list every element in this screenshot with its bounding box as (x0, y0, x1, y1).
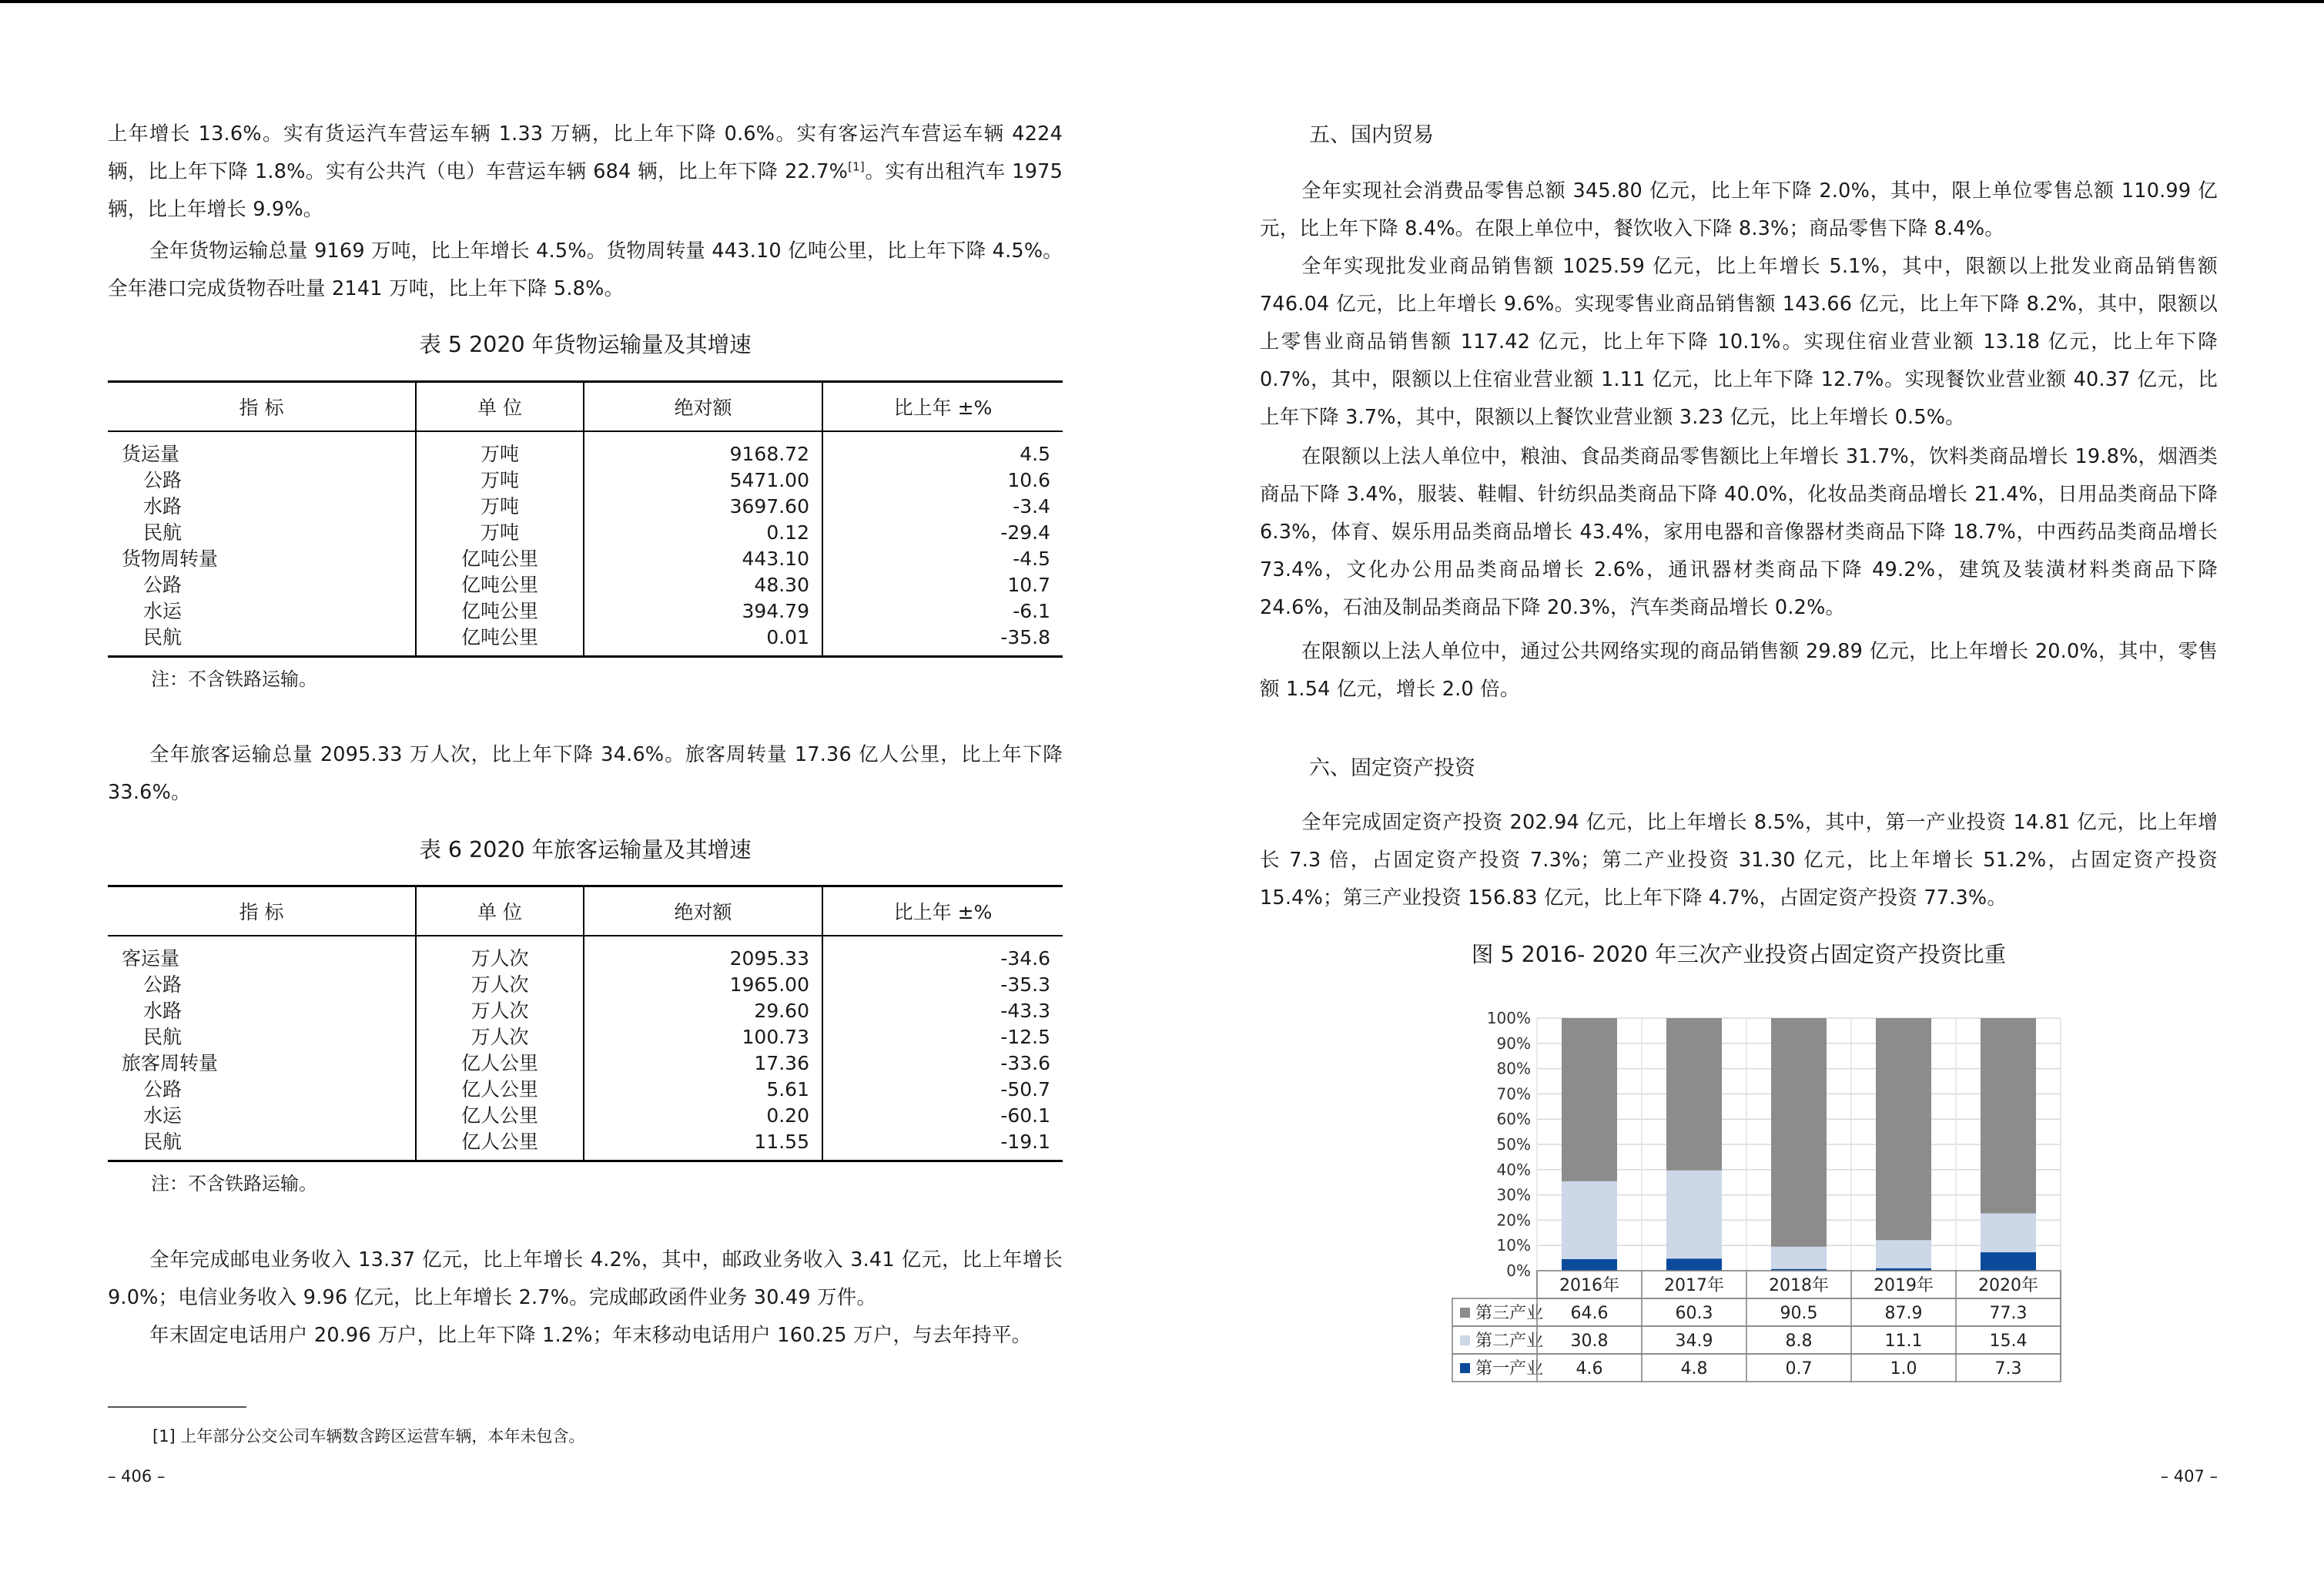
table6-header-unit: 单 位 (416, 886, 584, 936)
chart-bar-第三产业 (1562, 1018, 1617, 1181)
chart-data-label: 4.6 (1576, 1359, 1603, 1379)
chart-y-tick-label: 70% (1496, 1084, 1531, 1104)
table5-note: 注：不含铁路运输。 (151, 668, 317, 690)
chart-bar-第三产业 (1876, 1018, 1931, 1240)
paragraph-passenger: 全年旅客运输总量 2095.33 万人次，比上年下降 34.6%。旅客周转量 17.36 亿人公里，比上年下降 33.6%。 (108, 743, 1063, 804)
cell-value: 2095.33 (584, 936, 822, 972)
table-row (108, 520, 1063, 546)
legend-swatch-第一产业 (1460, 1363, 1470, 1373)
figure5-chart (1429, 1001, 2107, 1402)
cell-change: 10.6 (822, 467, 1063, 494)
cell-unit: 亿吨公里 (416, 546, 584, 572)
chart-x-tick-label: 2016年 (1559, 1276, 1619, 1295)
table5-header-indicator: 指 标 (108, 382, 416, 431)
table5-caption: 表 5 2020 年货物运输量及其增速 (419, 332, 752, 357)
cell-unit: 万人次 (416, 998, 584, 1024)
chart-y-tick-label: 80% (1496, 1059, 1531, 1078)
cell-value: 29.60 (584, 998, 822, 1024)
cell-indicator: 公路 (143, 1077, 183, 1101)
paragraph-vehicles-tail: 。实有出租汽车 1975 辆，比上年增长 9.9%。 (108, 160, 1063, 221)
table-row (108, 467, 1063, 494)
chart-bar-第一产业 (1666, 1258, 1722, 1271)
chart-y-tick-label: 100% (1486, 1009, 1531, 1027)
cell-change: -19.1 (822, 1129, 1063, 1161)
paragraph-vehicles (108, 116, 1063, 229)
cell-value: 5.61 (584, 1077, 822, 1103)
table6-header-change: 比上年 ±% (822, 886, 1063, 936)
footnote-ref[interactable]: [1] (848, 159, 865, 174)
chart-data-label: 0.7 (1785, 1359, 1813, 1379)
chart-data-label: 30.8 (1570, 1332, 1609, 1351)
chart-canvas (1429, 1001, 2107, 1402)
paragraph-vehicles-text: 上年增长 13.6%。实有货运汽车营运车辆 1.33 万辆，比上年下降 0.6%。实有客运汽车营运车辆 4224 辆，比上年下降 1.8%。实有公共汽（电）车营运车辆 684 辆，比上年下降 22.7% (108, 122, 1063, 183)
page-number-right: – 407 – (2160, 1467, 2218, 1486)
chart-data-label: 8.8 (1785, 1332, 1813, 1351)
cell-change: -3.4 (822, 494, 1063, 520)
chart-y-tick-label: 50% (1496, 1135, 1531, 1154)
table6-header-value: 绝对额 (584, 886, 822, 936)
table6-note: 注：不含铁路运输。 (151, 1173, 317, 1194)
chart-bar-第二产业 (1562, 1181, 1617, 1259)
chart-bar-第二产业 (1666, 1171, 1722, 1258)
table6 (108, 885, 1063, 1162)
cell-value: 11.55 (584, 1129, 822, 1161)
cell-change: 4.5 (822, 431, 1063, 467)
cell-value: 5471.00 (584, 467, 822, 494)
chart-x-tick-label: 2017年 (1664, 1276, 1724, 1295)
cell-unit: 亿吨公里 (416, 572, 584, 598)
chart-y-tick-label: 60% (1496, 1110, 1531, 1129)
paragraph-wholesale: 全年实现批发业商品销售额 1025.59 亿元，比上年增长 5.1%，其中，限额以上批发业商品销售额 746.04 亿元，比上年增长 9.6%。实现零售业商品销售额 143.66 亿元，比上年下降 8.2%，其中，限额以上零售业商品销售额 117.42 亿元，比上年下降 10.1%。实现住宿业营业额 13.18 亿元，比上年下降 0.7%，其中，限额以上住宿业营业额 1.11 亿元，比上年下降 12.7%。实现餐饮业营业额 40.37 亿元，比上年下降 3.7%，其中，限额以上餐饮业营业额 3.23 亿元，比上年增长 0.5%。 (1260, 255, 2218, 429)
cell-unit: 万吨 (416, 431, 584, 467)
page-number-left: – 406 – (108, 1467, 166, 1486)
chart-bar-第二产业 (1981, 1214, 2036, 1253)
figure5-caption: 图 5 2016- 2020 年三次产业投资占固定资产投资比重 (1471, 942, 2007, 967)
chart-bar-第三产业 (1771, 1018, 1827, 1247)
cell-unit: 亿人公里 (416, 1077, 584, 1103)
cell-change: -6.1 (822, 598, 1063, 625)
chart-y-tick-label: 20% (1496, 1211, 1531, 1230)
cell-unit: 万人次 (416, 1024, 584, 1050)
paragraph-retail: 全年实现社会消费品零售总额 345.80 亿元，比上年下降 2.0%，其中，限上单位零售总额 110.99 亿元，比上年下降 8.4%。在限上单位中，餐饮收入下降 8.3%；商品零售下降 8.4%。 (1260, 179, 2218, 240)
chart-y-tick-label: 90% (1496, 1034, 1531, 1053)
cell-change: -43.3 (822, 998, 1063, 1024)
footnote-separator (108, 1406, 246, 1408)
cell-value: 3697.60 (584, 494, 822, 520)
cell-change: -29.4 (822, 520, 1063, 546)
legend-swatch-第二产业 (1460, 1335, 1470, 1345)
chart-x-tick-label: 2018年 (1769, 1276, 1829, 1295)
cell-indicator: 民航 (108, 625, 416, 657)
table6-caption: 表 6 2020 年旅客运输量及其增速 (419, 837, 752, 863)
chart-y-tick-label: 10% (1496, 1236, 1531, 1255)
cell-change: -33.6 (822, 1050, 1063, 1077)
paragraph-online-sales: 在限额以上法人单位中，通过公共网络实现的商品销售额 29.89 亿元，比上年增长 20.0%，其中，零售额 1.54 亿元，增长 2.0 倍。 (1260, 640, 2218, 701)
cell-value: 17.36 (584, 1050, 822, 1077)
cell-indicator: 民航 (143, 1025, 183, 1048)
chart-x-tick-label: 2019年 (1874, 1276, 1934, 1295)
cell-unit: 亿人公里 (416, 1103, 584, 1129)
cell-indicator: 客运量 (122, 946, 180, 970)
cell-indicator: 公路 (143, 973, 183, 996)
chart-bar-第一产业 (1981, 1252, 2036, 1271)
paragraph-phone-users: 年末固定电话用户 20.96 万户，比上年下降 1.2%；年末移动电话用户 160.25 万户，与去年持平。 (149, 1324, 1032, 1347)
cell-value: 1965.00 (584, 972, 822, 998)
cell-change: -4.5 (822, 546, 1063, 572)
table-row (108, 625, 1063, 657)
cell-value: 0.12 (584, 520, 822, 546)
cell-change: -60.1 (822, 1103, 1063, 1129)
cell-change: 10.7 (822, 572, 1063, 598)
cell-change: -50.7 (822, 1077, 1063, 1103)
cell-change: -35.3 (822, 972, 1063, 998)
table-row (108, 1024, 1063, 1050)
cell-change: -35.8 (822, 625, 1063, 657)
chart-data-label: 1.0 (1890, 1359, 1917, 1379)
table-row (108, 1103, 1063, 1129)
legend-label: 第二产业 (1475, 1332, 1544, 1351)
chart-data-label: 90.5 (1780, 1304, 1818, 1323)
table-row (108, 972, 1063, 998)
cell-indicator: 货物周转量 (122, 547, 219, 570)
chart-data-label: 77.3 (1989, 1304, 2028, 1323)
cell-unit: 万人次 (416, 936, 584, 972)
table-row (108, 936, 1063, 972)
table5-header-change: 比上年 ±% (822, 382, 1063, 431)
chart-data-label: 4.8 (1680, 1359, 1708, 1379)
table5 (108, 380, 1063, 658)
cell-value: 9168.72 (584, 431, 822, 467)
chart-data-label: 60.3 (1675, 1304, 1713, 1323)
cell-indicator: 公路 (143, 468, 183, 491)
cell-indicator: 水运 (143, 1104, 183, 1127)
cell-unit: 万人次 (416, 972, 584, 998)
table-row (108, 546, 1063, 572)
cell-change: -34.6 (822, 936, 1063, 972)
table5-header-value: 绝对额 (584, 382, 822, 431)
cell-indicator: 水运 (143, 599, 183, 622)
table6-header-indicator: 指 标 (108, 886, 416, 936)
table5-header-unit: 单 位 (416, 382, 584, 431)
chart-table-row-box (1452, 1354, 2061, 1382)
legend-swatch-第三产业 (1460, 1308, 1470, 1318)
cell-indicator: 旅客周转量 (122, 1051, 219, 1074)
cell-value: 443.10 (584, 546, 822, 572)
legend-label: 第三产业 (1475, 1304, 1544, 1323)
chart-data-label: 34.9 (1675, 1332, 1713, 1351)
paragraph-commodity-categories: 在限额以上法人单位中，粮油、食品类商品零售额比上年增长 31.7%，饮料类商品增长 19.8%，烟酒类商品下降 3.4%，服装、鞋帽、针纺织品类商品下降 40.0%，化妆品类商品增长 21.4%，日用品类商品下降 6.3%，体育、娱乐用品类商品增长 43.4%，家用电器和音像器材类商品下降 18.7%，中西药品类商品增长 73.4%，文化办公用品类商品增长 2.6%，通讯器材类商品下降 49.2%，建筑及装潢材料类商品下降 24.6%，石油及制品类商品下降 20.3%，汽车类商品增长 0.2%。 (1260, 445, 2218, 619)
footnote: [1] 上年部分公交公司车辆数含跨区运营车辆，本年未包含。 (152, 1427, 585, 1446)
table-row (108, 1129, 1063, 1161)
chart-y-tick-label: 0% (1506, 1261, 1531, 1280)
right-page (1260, 0, 2218, 1588)
chart-data-label: 15.4 (1989, 1332, 2028, 1351)
chart-bar-第三产业 (1666, 1018, 1722, 1171)
chart-data-label: 87.9 (1884, 1304, 1923, 1323)
chart-table-row-box (1452, 1326, 2061, 1354)
chart-bar-第二产业 (1771, 1247, 1827, 1269)
section-title-domestic-trade: 五、国内贸易 (1309, 123, 1434, 147)
legend-label: 第一产业 (1475, 1359, 1544, 1379)
paragraph-investment: 全年完成固定资产投资 202.94 亿元，比上年增长 8.5%，其中，第一产业投资 14.81 亿元，比上年增长 7.3 倍，占固定资产投资 7.3%；第二产业投资 31.30 亿元，比上年增长 51.2%，占固定资产投资 15.4%；第三产业投资 156.83 亿元，比上年下降 4.7%，占固定资产投资 77.3%。 (1260, 811, 2218, 910)
chart-data-label: 64.6 (1570, 1304, 1609, 1323)
table-row (108, 598, 1063, 625)
table6-body (108, 936, 1063, 1161)
chart-y-tick-label: 30% (1496, 1185, 1531, 1204)
cell-indicator: 民航 (143, 521, 183, 544)
chart-bar-第二产业 (1876, 1240, 1931, 1268)
cell-unit: 亿吨公里 (416, 625, 584, 657)
paragraph-post-telecom: 全年完成邮电业务收入 13.37 亿元，比上年增长 4.2%，其中，邮政业务收入 3.41 亿元，比上年增长 9.0%；电信业务收入 9.96 亿元，比上年增长 2.7%。完成邮政函件业务 30.49 万件。 (108, 1248, 1063, 1309)
cell-indicator: 民航 (108, 1129, 416, 1161)
chart-x-tick-label: 2020年 (1978, 1276, 2038, 1295)
table-row (108, 1077, 1063, 1103)
chart-bar-第三产业 (1981, 1018, 2036, 1214)
cell-value: 0.01 (584, 625, 822, 657)
cell-value: 48.30 (584, 572, 822, 598)
cell-unit: 万吨 (416, 494, 584, 520)
cell-value: 100.73 (584, 1024, 822, 1050)
paragraph-freight: 全年货物运输总量 9169 万吨，比上年增长 4.5%。货物周转量 443.10 亿吨公里，比上年下降 4.5%。全年港口完成货物吞吐量 2141 万吨，比上年下降 5.8%。 (108, 240, 1063, 300)
table-row (108, 431, 1063, 467)
cell-indicator: 货运量 (122, 442, 180, 465)
chart-data-label: 7.3 (1994, 1359, 2022, 1379)
table5-body (108, 431, 1063, 657)
cell-value: 394.79 (584, 598, 822, 625)
left-page (108, 0, 1063, 1588)
cell-indicator: 水路 (143, 999, 183, 1022)
cell-unit: 亿人公里 (416, 1050, 584, 1077)
cell-change: -12.5 (822, 1024, 1063, 1050)
cell-indicator: 水路 (143, 494, 183, 518)
chart-data-label: 11.1 (1884, 1332, 1923, 1351)
table-row (108, 998, 1063, 1024)
table-row (108, 572, 1063, 598)
table-row (108, 1050, 1063, 1077)
cell-unit: 万吨 (416, 520, 584, 546)
chart-y-tick-label: 40% (1496, 1160, 1531, 1179)
cell-unit: 亿吨公里 (416, 598, 584, 625)
chart-bar-第一产业 (1562, 1259, 1617, 1271)
cell-value: 0.20 (584, 1103, 822, 1129)
table-row (108, 494, 1063, 520)
cell-unit: 亿人公里 (416, 1129, 584, 1161)
cell-indicator: 公路 (143, 573, 183, 596)
cell-unit: 万吨 (416, 467, 584, 494)
section-title-fixed-investment: 六、固定资产投资 (1309, 756, 1475, 780)
chart-table-row-box (1452, 1298, 2061, 1326)
